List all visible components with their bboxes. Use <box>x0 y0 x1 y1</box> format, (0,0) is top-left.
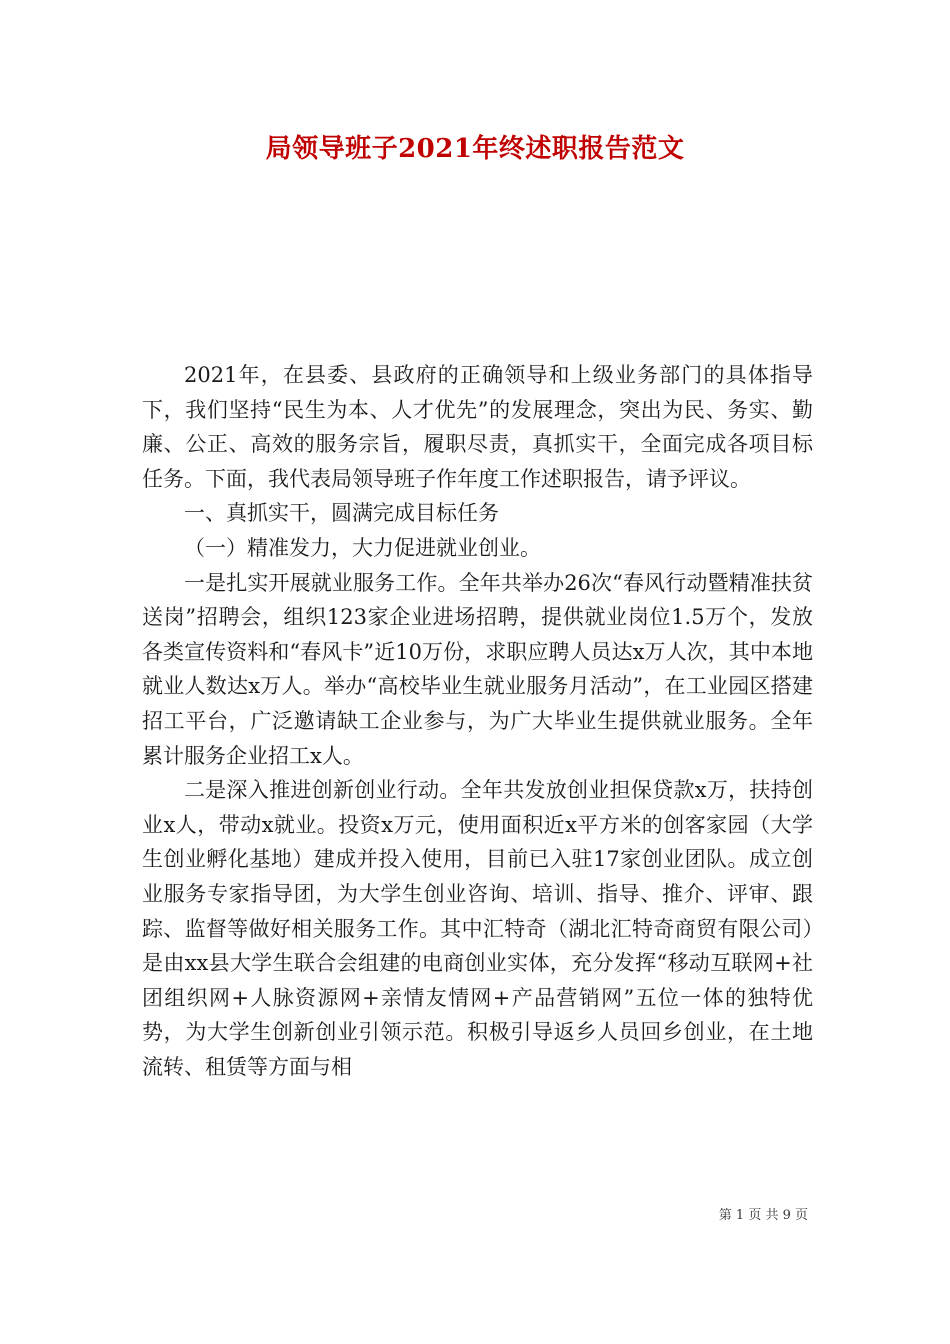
paragraph-entrepreneurship: 二是深入推进创新创业行动。全年共发放创业担保贷款x万，扶持创业x人，带动x就业。投资x万元，使用面积近x平方米的创客家园（大学生创业孵化基地）建成并投入使用，目前已入驻17家创业团队。成立创业服务专家指导团，为大学生创业咨询、培训、指导、推介、评审、跟踪、监督等做好相关服务工作。其中汇特奇（湖北汇特奇商贸有限公司）是由xx县大学生联合会组建的电商创业实体，充分发挥“移动互联网+社团组织网+人脉资源网+亲情友情网+产品营销网”五位一体的独特优势，为大学生创新创业引领示范。积极引导返乡人员回乡创业，在土地流转、租赁等方面与相 <box>142 778 813 1079</box>
subsection-heading: （一）精准发力，大力促进就业创业。 <box>184 535 541 560</box>
document-title: 局领导班子2021年终述职报告范文 <box>265 134 685 164</box>
page-number: 第 1 页 共 9 页 <box>718 1208 808 1223</box>
section-heading: 一、真抓实干，圆满完成目标任务 <box>184 501 499 526</box>
paragraph-employment-services: 一是扎实开展就业服务工作。全年共举办26次“春风行动暨精准扶贫送岗”招聘会，组织123家企业进场招聘，提供就业岗位1.5万个，发放各类宣传资料和“春风卡”近10万份，求职应聘人员达x万人次，其中本地就业人数达x万人。举办“高校毕业生就业服务月活动”，在工业园区搭建招工平台，广泛邀请缺工企业参与，为广大毕业生提供就业服务。全年累计服务企业招工x人。 <box>142 570 813 768</box>
paragraph-intro: 2021年，在县委、县政府的正确领导和上级业务部门的具体指导下，我们坚持“民生为本、人才优先”的发展理念，突出为民、务实、勤廉、公正、高效的服务宗旨，履职尽责，真抓实干，全面完成各项目标任务。下面，我代表局领导班子作年度工作述职报告，请予评议。 <box>142 363 813 491</box>
document-body <box>142 358 813 1084</box>
